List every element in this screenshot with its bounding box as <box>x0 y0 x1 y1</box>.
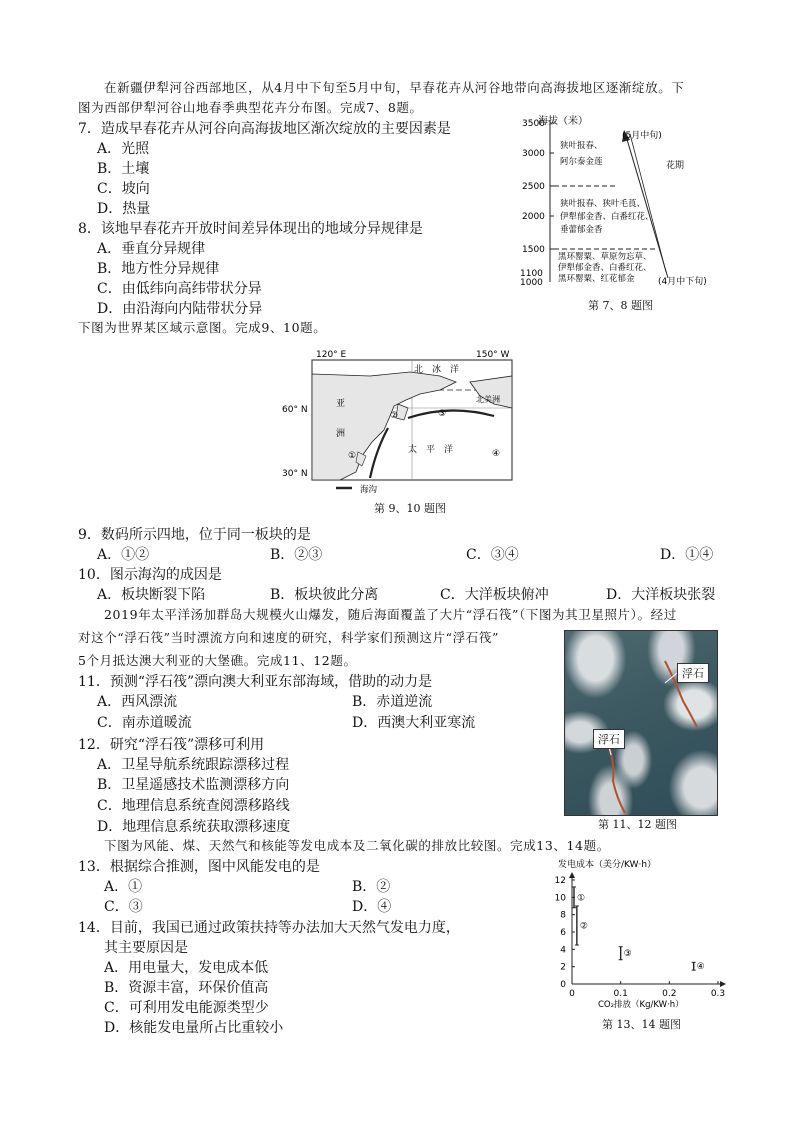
intro-2: 下图为世界某区域示意图。完成9、10题。 <box>78 320 327 335</box>
altitude-axis-label: 海拔（米） <box>538 116 588 127</box>
marker-2: ② <box>390 411 399 421</box>
legend-trench-label: 海沟 <box>360 485 378 495</box>
q9-option-a: A．①② <box>97 547 150 563</box>
q8-option-d: D．由沿海向内陆带状分异 <box>97 301 263 317</box>
bottom-time-label: (4月中下旬) <box>658 277 707 287</box>
q12-option-c: C．地理信息系统查阅漂移路线 <box>97 798 290 814</box>
q12-option-d: D．地理信息系统获取漂移速度 <box>97 819 291 835</box>
tick-1500: 1500 <box>522 245 545 255</box>
q9-option-d: D．①④ <box>660 547 714 563</box>
pumice-streaks <box>565 631 717 815</box>
tick-1100: 1100 <box>520 269 543 279</box>
band2-line3: 垂蕾郁金香 <box>560 225 603 235</box>
y-tick-label: 12 <box>554 876 566 886</box>
band2-line1: 狭叶报春、狭叶毛莨、 <box>560 199 646 209</box>
marker-4: ④ <box>492 449 501 459</box>
q13-option-c: C．③ <box>104 899 143 915</box>
band3-line3: 黑环罂粟、红花郁金 <box>558 274 635 284</box>
power-cost-co2-chart <box>540 856 730 1016</box>
q9-option-c: C．③④ <box>466 547 519 563</box>
lat-60n: 60° N <box>282 405 308 415</box>
lon-150w: 150° W <box>476 350 510 360</box>
y-axis-arrow <box>569 872 575 878</box>
series-label: ② <box>579 921 588 932</box>
x-axis-label: CO₂排放（Kg/KW·h） <box>598 1000 684 1010</box>
q14-option-d: D．核能发电量所占比重较小 <box>104 1020 284 1036</box>
x-axis-arrow <box>720 981 726 987</box>
question-8-stem: 8．该地早春花卉开放时间差异体现出的地域分异规律是 <box>78 221 423 237</box>
q11-option-c: C．南赤道暖流 <box>97 715 192 731</box>
q10-option-d: D．大洋板块张裂 <box>606 587 716 603</box>
question-12-stem: 12．研究“浮石筏”漂移可利用 <box>78 737 265 753</box>
q13-option-a: A．① <box>104 879 143 895</box>
series-label: ④ <box>696 962 705 973</box>
y-tick-label: 8 <box>560 910 566 921</box>
x-tick-label: 0.3 <box>710 989 726 999</box>
band3-line2: 伊犁郁金香、白番红花、 <box>558 263 652 273</box>
marker-1: ① <box>348 451 357 461</box>
tick-2500: 2500 <box>522 182 545 192</box>
lat-30n: 30° N <box>282 469 308 479</box>
y-tick-label: 2 <box>560 962 566 973</box>
question-11-stem: 11．预测“浮石筏”漂向澳大利亚东部海域，借助的动力是 <box>78 674 433 690</box>
band1-line1: 狭叶报春、 <box>560 141 603 151</box>
flowering-period-label: 花期 <box>666 161 685 171</box>
chart-title: 发电成本（美分/KW·h） <box>558 860 657 870</box>
q7-option-c: C．坡向 <box>97 181 150 197</box>
lon-120e: 120° E <box>316 350 347 360</box>
asia-label-2: 洲 <box>336 429 346 439</box>
world-region-map <box>280 346 516 496</box>
q13-option-b: B．② <box>352 879 391 895</box>
q7-option-b: B．土壤 <box>97 161 150 177</box>
q7-option-a: A．光照 <box>97 141 150 157</box>
y-tick-label: 4 <box>560 945 566 956</box>
question-14-stem-2: 其主要原因是 <box>104 940 188 956</box>
question-9-stem: 9．数码所示四地，位于同一板块的是 <box>78 527 311 543</box>
flower-altitude-figure <box>518 112 718 312</box>
band1-line2: 阿尔泰金莲 <box>560 157 603 167</box>
y-tick-label: 10 <box>554 893 566 904</box>
asia-label-1: 亚 <box>336 399 346 409</box>
figure-7-8-caption: 第 7、8 题图 <box>588 299 653 312</box>
question-13-stem: 13．根据综合推测，图中风能发电的是 <box>78 859 320 875</box>
y-tick-label: 0 <box>560 980 566 990</box>
top-time-label: (5月中旬) <box>622 131 662 141</box>
intro-3-line1: 2019年太平洋汤加群岛大规模火山爆发，随后海面覆盖了大片“浮石筏”（下图为其卫星照片）。经过 <box>104 607 677 622</box>
question-10-stem: 10．图示海沟的成因是 <box>78 567 222 583</box>
x-tick-label: 0.2 <box>662 989 677 999</box>
tick-3000: 3000 <box>522 149 545 159</box>
tick-1000: 1000 <box>520 278 543 288</box>
figure-13-14-caption: 第 13、14 题图 <box>602 1018 681 1031</box>
q12-option-a: A．卫星导航系统跟踪漂移过程 <box>97 757 290 773</box>
q12-option-b: B．卫星遥感技术监测漂移方向 <box>97 777 290 793</box>
q11-option-b: B．赤道逆流 <box>352 694 433 710</box>
q8-option-b: B．地方性分异规律 <box>97 261 220 277</box>
arctic-ocean-label: 北 冰 洋 <box>414 365 460 375</box>
q14-option-b: B．资源丰富，环保价值高 <box>104 980 269 996</box>
intro-1-line2: 图为西部伊犁河谷山地春季典型花卉分布图。完成7、8题。 <box>78 100 423 115</box>
x-tick-label: 0 <box>569 989 575 999</box>
band3-line1: 黑环罂粟、草原勿忘草、 <box>558 252 652 262</box>
pumice-tag-2: 浮石 <box>593 729 625 749</box>
pumice-raft-satellite-photo <box>564 630 718 816</box>
q7-option-d: D．热量 <box>97 201 151 217</box>
question-14-stem: 14．目前，我国已通过政策扶持等办法加大天然气发电力度， <box>78 920 460 936</box>
intro-1-line1: 在新疆伊犁河谷西部地区，从4月中下旬至5月中旬，早春花卉从河谷地带向高海拔地区逐渐绽放。下 <box>104 80 685 95</box>
question-7-stem: 7．造成早春花卉从河谷向高海拔地区渐次绽放的主要因素是 <box>78 121 451 137</box>
pacific-ocean-label: 太 平 洋 <box>408 445 454 455</box>
q11-option-a: A．西风漂流 <box>97 694 178 710</box>
intro-4: 下图为风能、煤、天然气和核能等发电成本及二氧化碳的排放比较图。完成13、14题。 <box>104 838 610 853</box>
band2-line2: 伊犁郁金香、白番红花、 <box>560 212 654 222</box>
pumice-tag-1: 浮石 <box>677 663 709 683</box>
tick-3500: 3500 <box>522 119 545 129</box>
q11-option-d: D．西澳大利亚寒流 <box>352 715 476 731</box>
figure-9-10-caption: 第 9、10 题图 <box>374 502 446 515</box>
q10-option-a: A．板块断裂下陷 <box>97 587 206 603</box>
q9-option-b: B．②③ <box>270 547 323 563</box>
q13-option-d: D．④ <box>352 899 392 915</box>
x-tick-label: 0.1 <box>613 989 628 999</box>
marker-3: ③ <box>438 409 447 419</box>
series-label: ① <box>577 893 586 904</box>
q14-option-a: A．用电量大，发电成本低 <box>104 960 269 976</box>
q8-option-a: A．垂直分异规律 <box>97 241 206 257</box>
q10-option-b: B．板块彼此分离 <box>270 587 379 603</box>
north-america-label: 北美洲 <box>476 395 500 404</box>
y-tick-label: 6 <box>560 928 566 938</box>
q14-option-c: C．可利用发电能源类型少 <box>104 1000 269 1016</box>
figure-11-12-caption: 第 11、12 题图 <box>598 818 677 831</box>
q10-option-c: C．大洋板块俯冲 <box>440 587 549 603</box>
intro-3-line2: 对这个“浮石筏”当时漂流方向和速度的研究，科学家们预测这片“浮石筏” <box>78 630 499 645</box>
q8-option-c: C．由低纬向高纬带状分异 <box>97 281 262 297</box>
series-label: ③ <box>623 949 632 960</box>
intro-3-line3: 5个月抵达澳大利亚的大堡礁。完成11、12题。 <box>78 653 357 668</box>
tick-2000: 2000 <box>522 212 545 222</box>
